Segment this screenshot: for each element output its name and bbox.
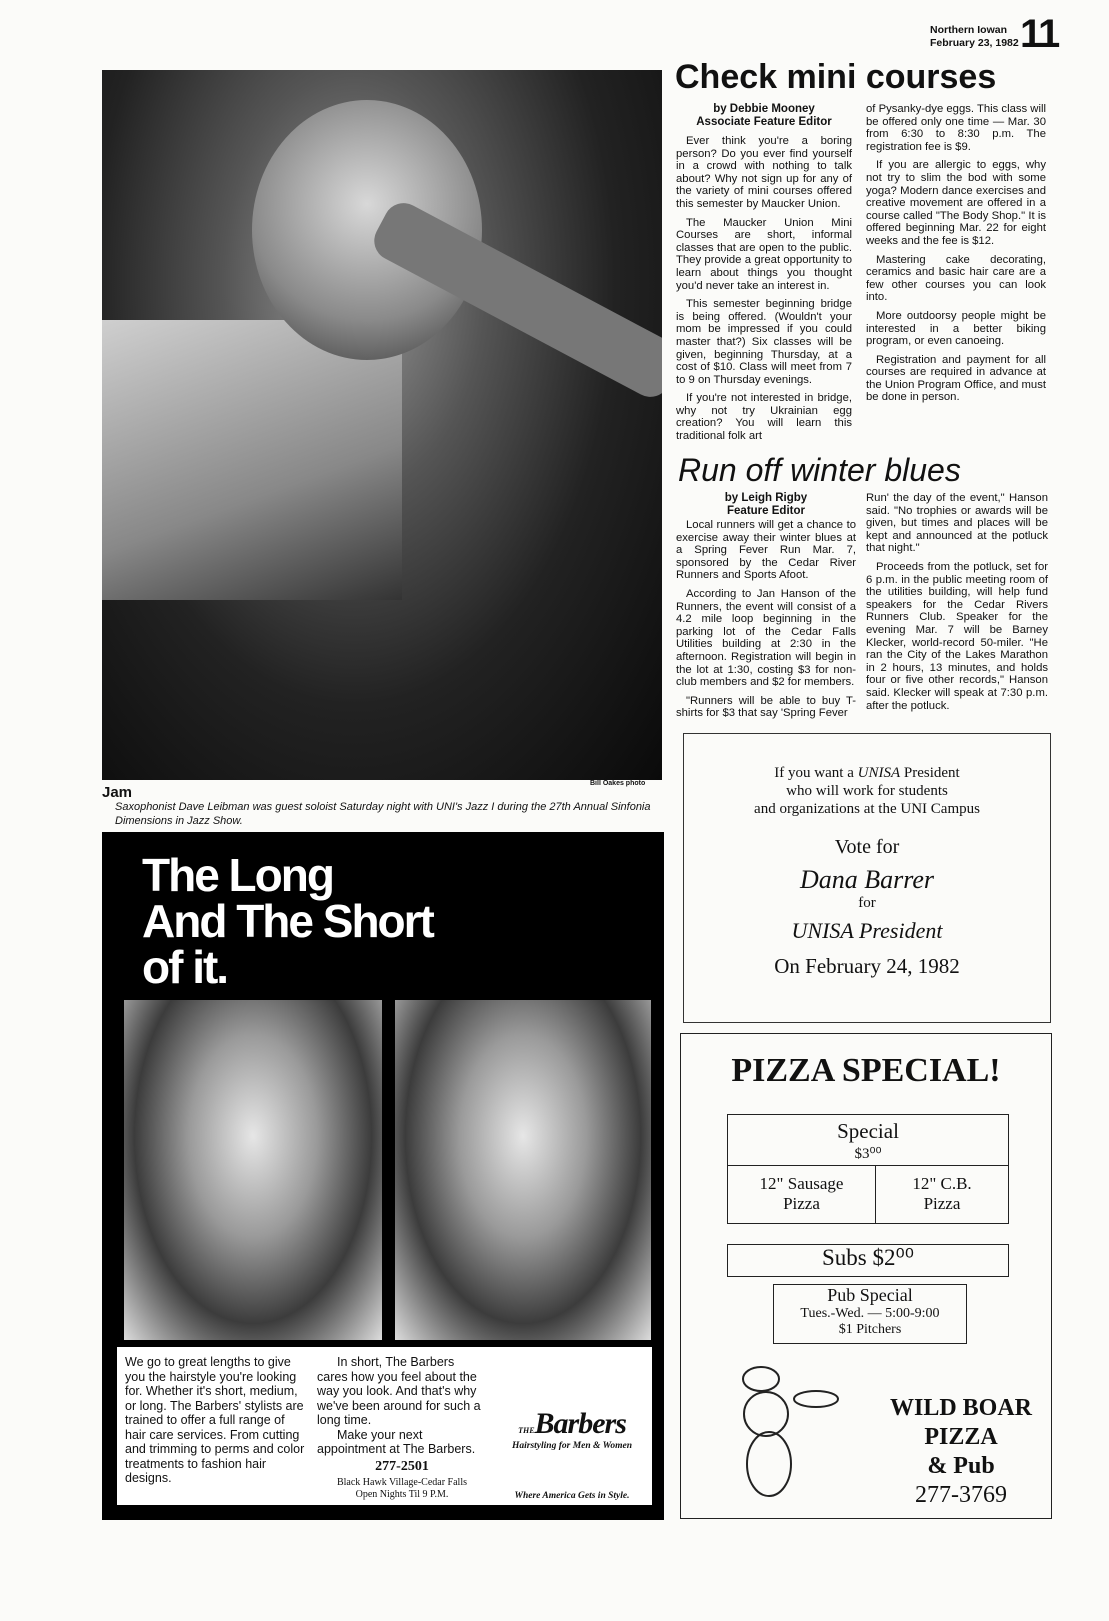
paper-name: Northern Iowan: [930, 24, 1008, 36]
vote-for: Vote for: [834, 836, 900, 858]
byline-role: Feature Editor: [727, 505, 805, 517]
article-column: [676, 103, 852, 449]
item-line: 12" Sausage: [759, 1174, 844, 1193]
photo-caption: Saxophonist Dave Leibman was guest soloist Saturday night with UNI's Jazz I during the 27th Annual Sinfonia Dimensions in Jazz Show.: [115, 801, 651, 827]
article-column: [866, 492, 1048, 718]
candidate-name: Dana Barrer: [799, 865, 935, 894]
sausage-pizza: [728, 1165, 876, 1223]
paragraph: This semester beginning bridge is being offered. (Wouldn't your mom be impressed if you could master that?) Six classes will be given, beginning Thursday, at a cost of $10. Class will meet from 7 to 9 on Thursday evenings.: [676, 298, 852, 386]
ad-hours: Open Nights Til 9 P.M.: [355, 1489, 449, 1500]
paragraph: "Runners will be able to buy T-shirts for $3 that say 'Spring Fever: [676, 694, 856, 720]
ad-line: and organizations at the UNI Campus: [754, 801, 980, 817]
paragraph: of Pysanky-dye eggs. This class will be offered only one time — Mar. 30 from 6:30 to 8:30 p.m. The registration fee is $9.: [866, 103, 1046, 153]
masthead: [930, 24, 1019, 50]
byline-role: Associate Feature Editor: [696, 116, 832, 128]
paragraph: If you're not interested in bridge, why not try Ukrainian egg creation? You will learn this traditional folk art: [676, 392, 852, 443]
ad-text: We go to great lengths to give you the hairstyle you're looking for. Whether it's short, medium, or long. The Barbers' stylists are trained to offer a full range of hair care services. From cutting and trimming to perms and color treatments to fashion hair designs.: [125, 1355, 305, 1485]
logo-text: Barbers: [534, 1407, 626, 1440]
logo-subtitle: Hairstyling for Men & Women: [512, 1441, 632, 1451]
paragraph: The Maucker Union Mini Courses are short, informal classes that are open to the public. They provide a great opportunity to learn about things you thought you'd never take an interest in.: [676, 216, 852, 292]
barbers-logo: [497, 1407, 647, 1501]
jazz-photo: [102, 70, 662, 780]
logo-the: THE: [518, 1426, 535, 1435]
ad-title-line: And The Short: [142, 895, 433, 947]
ad-title: [142, 849, 433, 993]
article-headline: Check mini courses: [675, 58, 997, 96]
restaurant-name: PIZZA: [924, 1424, 998, 1450]
ad-line: who will work for students: [786, 783, 948, 799]
restaurant-name: & Pub: [927, 1453, 995, 1479]
unisa-ad: [683, 733, 1051, 1023]
pitchers: $1 Pitchers: [838, 1322, 902, 1337]
item-line: 12" C.B.: [912, 1174, 972, 1193]
ad-title-line: The Long: [142, 849, 333, 901]
item-line: Pizza: [783, 1194, 820, 1213]
pub-time: Tues.-Wed. — 5:00-9:00: [800, 1306, 940, 1321]
paragraph: More outdoorsy people might be interested in a better biking program, or even canoeing.: [866, 309, 1046, 348]
ad-address: Black Hawk Village-Cedar Falls: [336, 1477, 467, 1488]
article-column: [676, 492, 856, 726]
restaurant-phone: 277-3769: [915, 1482, 1007, 1508]
ad-text: Make your next appointment at The Barbers.: [317, 1427, 476, 1456]
pizza-ad: [680, 1033, 1052, 1519]
paragraph: Ever think you're a boring person? Do you ever find yourself in a crowd with nothing to talk about? Why not sign up for any of the variety of mini courses offered this semester by Maucker Union.: [676, 135, 852, 210]
subs-label: Subs: [822, 1245, 867, 1270]
special-price: $3⁰⁰: [854, 1146, 882, 1162]
article-column: [866, 103, 1046, 410]
cb-pizza: [876, 1165, 1008, 1223]
ad-title-line: of it.: [142, 941, 228, 993]
paragraph: According to Jan Hanson of the Runners, the event will consist of a 4.2 mile loop beginning in the parking lot of the Cedar Falls Utilities building at 2:30 in the afternoon. Registration will begin in the lot at 1:30, costing $3 for non-club members and $2 for members.: [676, 587, 856, 689]
for-text: for: [858, 895, 876, 911]
article-headline: Run off winter blues: [678, 452, 961, 488]
ad-text: In short, The Barbers cares how you feel about the way you look. And that's why we've been around for such a long time.: [317, 1355, 481, 1427]
special-box: [727, 1114, 1009, 1224]
boar-chef-icon: [731, 1359, 841, 1504]
page-number: 11: [1020, 12, 1059, 56]
byline: by Leigh Rigby: [724, 492, 808, 504]
model-photo-older: [395, 1000, 651, 1340]
subs-price: $2⁰⁰: [872, 1245, 914, 1270]
photo-credit: Bill Oakes photo: [590, 780, 646, 787]
barbers-ad: [102, 832, 664, 1520]
text: UNISA: [857, 765, 901, 781]
paragraph: Run' the day of the event," Hanson said. "No trophies or awards will be given, but times and places will be kept and announced at the potluck that night.": [866, 492, 1048, 555]
office: UNISA President: [791, 918, 943, 943]
model-photo-young: [124, 1000, 382, 1340]
paragraph: Registration and payment for all courses are required in advance at the Union Program Office, and must be done in person.: [866, 353, 1046, 404]
pub-special-box: [773, 1284, 967, 1344]
pub-label: Pub Special: [827, 1285, 913, 1305]
byline: by Debbie Mooney: [713, 103, 815, 115]
restaurant-name: WILD BOAR: [889, 1395, 1033, 1421]
issue-date: February 23, 1982: [930, 37, 1019, 49]
pizza-title: PIZZA SPECIAL!: [731, 1052, 1001, 1089]
caption-heading: Jam: [102, 784, 133, 801]
subs-box: [727, 1244, 1009, 1277]
text: President: [903, 765, 960, 781]
ad-phone: 277-2501: [375, 1459, 429, 1474]
text: If you want a: [774, 765, 854, 781]
paragraph: Local runners will get a chance to exercise away their winter blues at a Spring Fever Run Mar. 7, sponsored by the Cedar River Runners and Sports Afoot.: [676, 519, 856, 582]
slogan: Where America Gets in Style.: [514, 1491, 630, 1501]
special-label: Special: [837, 1119, 899, 1143]
paragraph: Proceeds from the potluck, set for 6 p.m. in the public meeting room of the utilities building, will help fund speakers for the Cedar Rivers Runners Club. Speaker for the evening Mar. 7 will be Barney Klecker, world-record 50-miler. "He ran the City of the Lakes Marathon in 2 hours, 13 minutes, and holds four or five other records," Hanson said. Klecker will speak at 7:30 p.m. after the potluck.: [866, 560, 1048, 712]
item-line: Pizza: [923, 1194, 961, 1213]
paragraph: If you are allergic to eggs, why not try to slim the bod with some yoga? Modern dance exercises and creative movement are offered in a course called "The Body Shop." It is offered beginning Mar. 22 for eight weeks and the fee is $12.: [866, 159, 1046, 247]
paragraph: Mastering cake decorating, ceramics and basic hair care are a few other courses you can look into.: [866, 253, 1046, 304]
election-date: On February 24, 1982: [774, 954, 960, 978]
ad-line: [684, 764, 1050, 782]
